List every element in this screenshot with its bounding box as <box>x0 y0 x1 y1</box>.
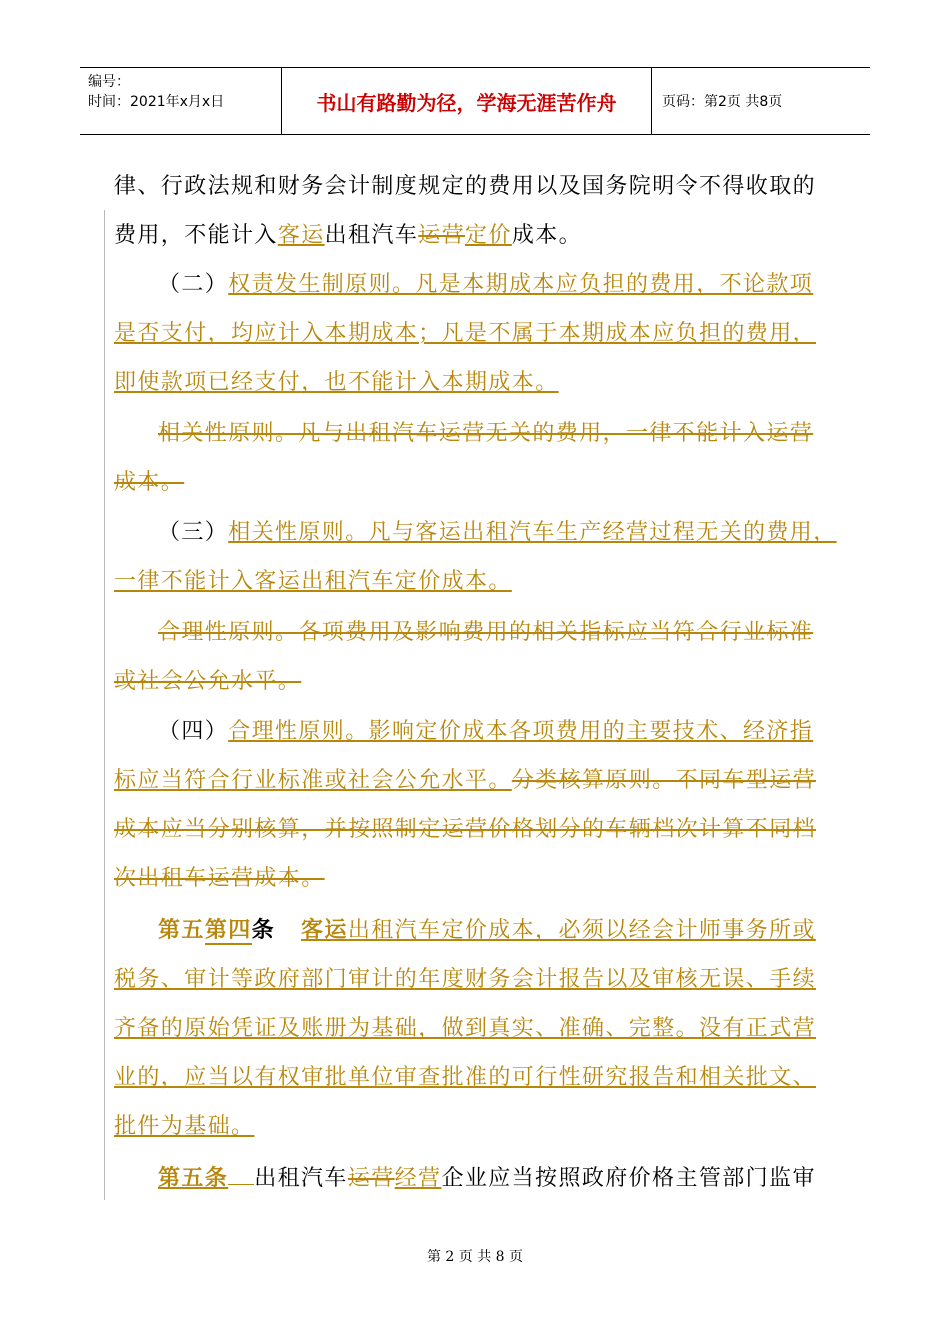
revision-bar <box>104 210 105 1200</box>
inserted-text: 一律不能计入客运出租汽车定价成本。 <box>114 569 512 594</box>
deleted-text: 或社会公允水平。 <box>114 669 302 694</box>
deleted-text: 次出租车运营成本。 <box>114 866 325 891</box>
inserted-text: 业的，应当以有权审批单位审查批准的可行性研究报告和相关批文、 <box>114 1065 817 1090</box>
deleted-text: 相关性原则。凡与出租汽车运营无关的费用，一律不能计入运营 <box>158 421 814 446</box>
text-line <box>114 756 840 805</box>
paragraph-8 <box>114 1154 840 1203</box>
text-line <box>114 508 840 557</box>
inserted-text: 齐备的原始凭证及账册为基础，做到真实、准确、完整。没有正式营 <box>114 1016 817 1041</box>
article-number: 第五条 <box>158 1165 229 1191</box>
text-line <box>114 260 840 309</box>
item-number: （四） <box>158 719 229 744</box>
inserted-text: 客运 <box>277 223 325 248</box>
item-number: （三） <box>158 520 229 545</box>
paragraph-7 <box>114 906 840 1151</box>
text-run: 费用，不能计入 <box>114 223 278 248</box>
text-run: 企业应当按照政府价格主管部门监审 <box>441 1166 816 1191</box>
inserted-text: 出租汽车定价成本，必须以经会计师事务所或 <box>347 918 816 943</box>
deleted-text: 分类核算原则。不同车型运营 <box>511 768 817 793</box>
inserted-text: 合理性原则。影响定价成本各项费用的主要技术、经济指 <box>228 719 814 744</box>
text-line <box>114 211 840 260</box>
header-time-label: 时间：2021年x月x日 <box>88 94 225 110</box>
page-footer: 第 2 页 共 8 页 <box>426 1249 524 1265</box>
text-run: 出租汽车 <box>254 1166 348 1191</box>
paragraph-6 <box>114 707 840 903</box>
inserted-text: 相关性原则。凡与客运出租汽车生产经营过程无关的费用， <box>228 520 837 545</box>
paragraph-2 <box>114 260 840 407</box>
text-line: 律、行政法规和财务会计制度规定的费用以及国务院明令不得收取的 <box>114 174 817 199</box>
deleted-text: 运营 <box>418 223 466 248</box>
text-line <box>114 906 840 955</box>
deleted-text: 运营 <box>347 1166 395 1191</box>
deleted-text: 成本应当分别核算，并按照制定运营价格划分的车辆档次计算不同档 <box>114 817 817 842</box>
deleted-text: 合理性原则。各项费用及影响费用的相关指标应当符合行业标准 <box>158 620 814 645</box>
inserted-text: 经营 <box>394 1166 442 1191</box>
inserted-text: 客运 <box>301 917 348 943</box>
inserted-text: 即使款项已经支付，也不能计入本期成本。 <box>114 370 559 395</box>
paragraph-4 <box>114 508 840 606</box>
header-number-label: 编号： <box>88 74 130 90</box>
inserted-text: 是否支付，均应计入本期成本；凡是不属于本期成本应负担的费用， <box>114 321 817 346</box>
paragraph-3 <box>114 409 840 507</box>
inserted-text: 标应当符合行业标准或社会公允水平。 <box>114 768 512 793</box>
header-page-info: 页码：第2页 共8页 <box>662 94 783 110</box>
inserted-text: 批件为基础。 <box>114 1114 255 1139</box>
header-motto: 书山有路勤为径，学海无涯苦作舟 <box>282 68 652 134</box>
paragraph-1 <box>114 162 840 260</box>
text-line <box>114 1154 840 1203</box>
article-suffix: 条 <box>251 917 276 943</box>
paragraph-5 <box>114 608 840 706</box>
text-run: 出租汽车 <box>324 223 419 248</box>
text-line <box>114 707 840 756</box>
article-number-inserted: 第五 <box>158 917 205 943</box>
deleted-text: 成本。 <box>114 470 185 495</box>
article-number-deleted: 第四 <box>204 917 252 943</box>
inserted-text: 权责发生制原则。凡是本期成本应负担的费用，不论款项 <box>228 272 814 297</box>
document-header <box>80 67 870 135</box>
header-meta <box>80 68 282 134</box>
item-number: （二） <box>158 272 229 297</box>
inserted-text: 税务、审计等政府部门审计的年度财务会计报告以及审核无误、手续 <box>114 967 817 992</box>
inserted-text: 定价 <box>465 223 512 248</box>
text-run: 成本。 <box>511 223 583 248</box>
